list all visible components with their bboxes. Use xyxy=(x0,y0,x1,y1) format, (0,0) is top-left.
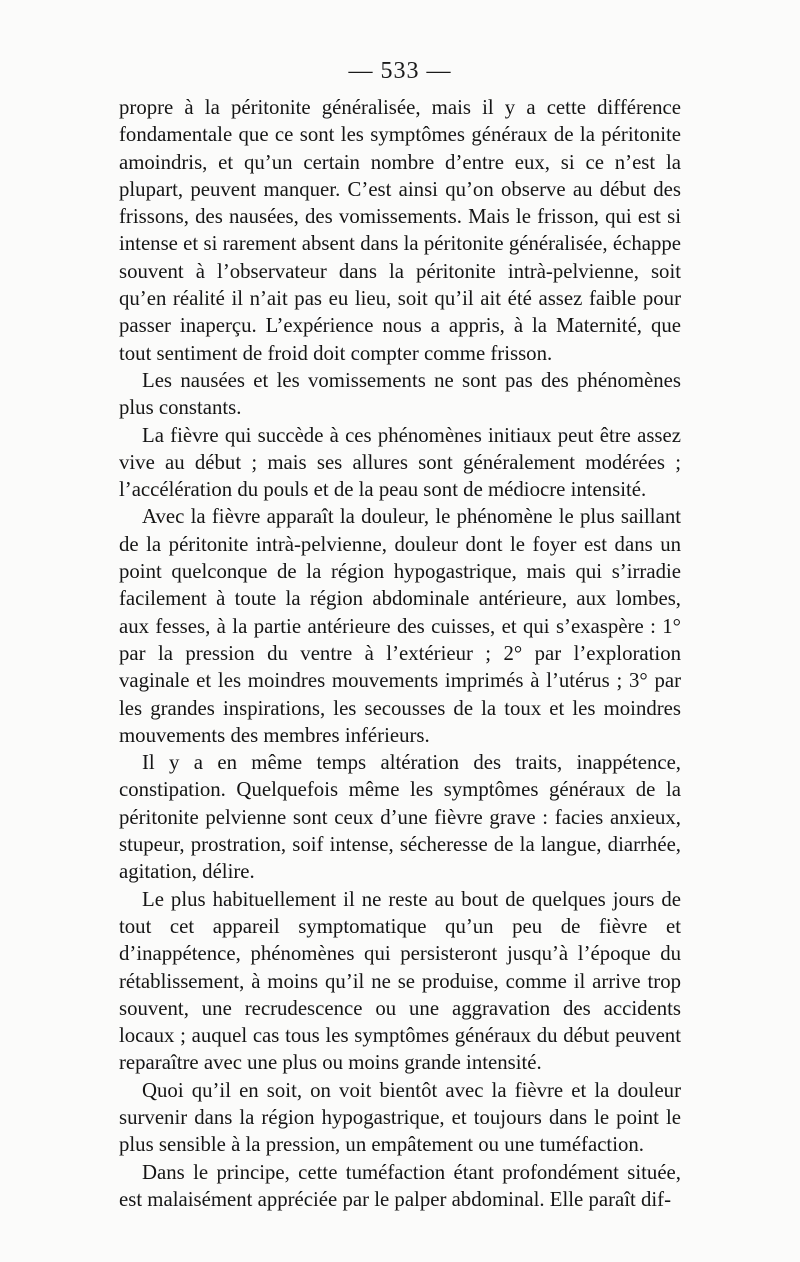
body-text xyxy=(119,94,681,1213)
paragraph-fever: La fièvre qui succède à ces phénomènes initiaux peut être assez vive au début ; mais ses allures sont généralement modérées ; l’accélération du pouls et de la peau sont de médiocre intensité. xyxy=(119,423,681,502)
paragraph-principle: Dans le principe, cette tuméfaction étant profondément située, est malaisément appréciée par le palper abdominal. Elle paraît dif- xyxy=(119,1160,681,1211)
paragraph-pain: Avec la fièvre apparaît la douleur, le phénomène le plus saillant de la péritonite intrà-pelvienne, douleur dont le foyer est dans un point quelconque de la région hypogastrique, mais qui s’irradie facilement à toute la région abdominale antérieure, aux lombes, aux fesses, à la partie antérieure des cuisses, et qui s’exaspère : 1° par la pression du ventre à l’extérieur ; 2° par l’exploration vaginale et les moindres mouvements imprimés à l’utérus ; 3° par les grandes inspirations, les secousses de la toux et les moindres mouvements des membres inférieurs. xyxy=(119,505,681,747)
paragraph-continued: propre à la péritonite généralisée, mais il y a cette différence fondamentale que ce sont les symptômes généraux de la péritonite amoindris, et qu’un certain nombre d’entre eux, si ce n’est la plupart, peuvent manquer. C’est ainsi qu’on observe au début des frissons, des nausées, des vomissements. Mais le frisson, qui est si intense et si rarement absent dans la péritonite généralisée, échappe souvent à l’observateur dans la péritonite intrà-pelvienne, soit qu’en réalité il n’ait pas eu lieu, soit qu’il ait été assez faible pour passer inaperçu. L’expérience nous a appris, à la Maternité, que tout sentiment de froid doit compter comme frisson. xyxy=(119,96,681,365)
paragraph-tumefaction: Quoi qu’il en soit, on voit bientôt avec la fièvre et la douleur survenir dans la région hypogastrique, et toujours dans le point le plus sensible à la pression, un empâtement ou une tuméfaction. xyxy=(119,1078,681,1157)
paragraph-habitual-course: Le plus habituellement il ne reste au bout de quelques jours de tout cet appareil symptomatique qu’un peu de fièvre et d’inappétence, phénomènes qui persisteront jusqu’à l’époque du rétablissement, à moins qu’il ne se produise, comme il arrive trop souvent, une recrudescence ou une aggravation des accidents locaux ; auquel cas tous les symptômes généraux du début peuvent reparaître avec une plus ou moins grande intensité. xyxy=(119,887,681,1075)
paragraph-nausea: Les nausées et les vomissements ne sont pas des phénomènes plus constants. xyxy=(119,368,681,420)
page-number: — 533 — xyxy=(348,58,452,84)
paragraph-alteration: Il y a en même temps altération des traits, inappétence, constipation. Quelquefois même les symptômes généraux de la péritonite pelvienne sont ceux d’une fièvre grave : facies anxieux, stupeur, prostration, soif intense, sécheresse de la langue, diarrhée, agitation, délire. xyxy=(119,751,681,884)
